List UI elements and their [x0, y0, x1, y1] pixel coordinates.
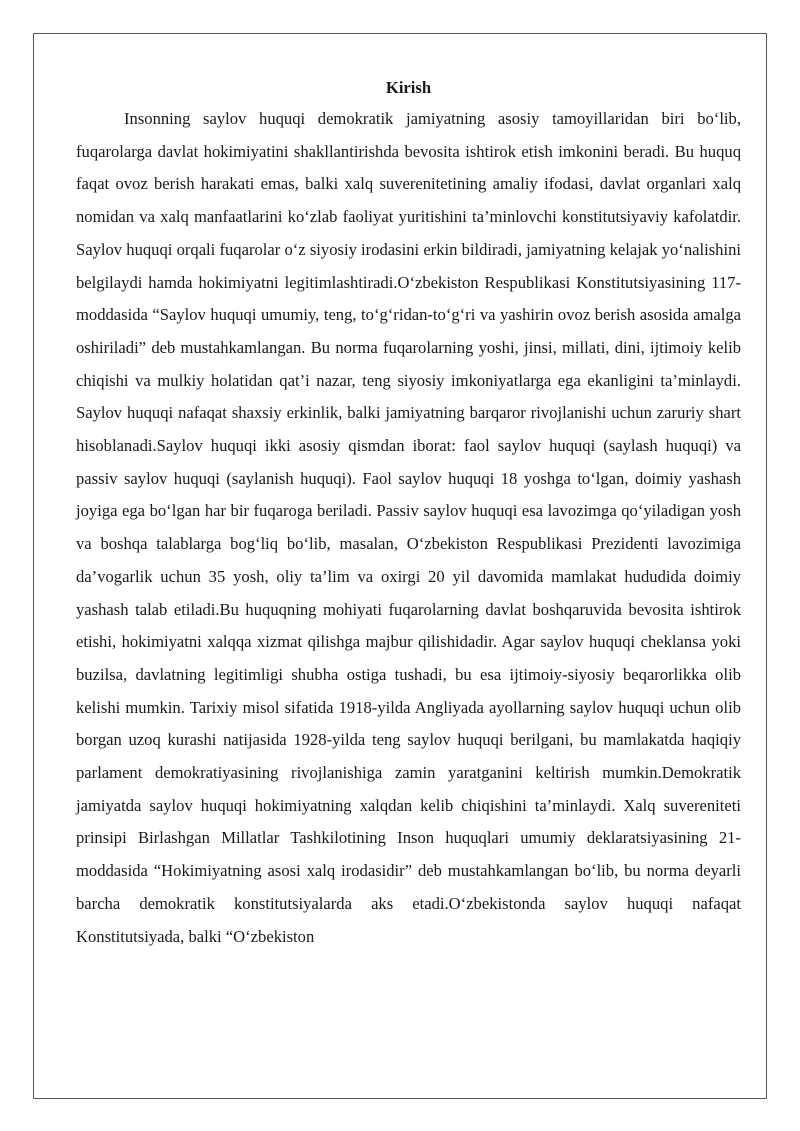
document-title: Kirish [385, 78, 432, 97]
body-paragraph: Insonning saylov huquqi demokratik jamiyatning asosiy tamoyillaridan biri bo‘lib, fuqarolarga davlat hokimiyatini shakllantirishda bevosita ishtirok etish imkonini beradi. Bu huquq faqat ovoz berish harakati emas, balki xalq suverenitetining amaliy ifodasi, davlat organlari xalq nomidan va xalq manfaatlarini ko‘zlab faoliyat yuritishini ta’minlovchi konstitutsiyaviy kafolatdir. Saylov huquqi orqali fuqarolar o‘z siyosiy irodasini erkin bildiradi, jamiyatning kelajak yo‘nalishini belgilaydi hamda hokimiyatni legitimlashtiradi.O‘zbekiston Respublikasi Konstitutsiyasining 117-moddasida “Saylov huquqi umumiy, teng, to‘g‘ridan-to‘g‘ri va yashirin ovoz berish asosida amalga oshiriladi” deb mustahkamlangan. Bu norma fuqarolarning yoshi, jinsi, millati, dini, ijtimoiy kelib chiqishi va mulkiy holatidan qat’i nazar, teng siyosiy imkoniyatlarga ega ekanligini ta’minlaydi. Saylov huquqi nafaqat shaxsiy erkinlik, balki jamiyatning barqaror rivojlanishi uchun zaruriy shart hisoblanadi.Saylov huquqi ikki asosiy qismdan iborat: faol saylov huquqi (saylash huquqi) va passiv saylov huquqi (saylanish huquqi). Faol saylov huquqi 18 yoshga to‘lgan, doimiy yashash joyiga ega bo‘lgan har bir fuqaroga beriladi. Passiv saylov huquqi esa lavozimga qo‘yiladigan yosh va boshqa talablarga bog‘liq bo‘lib, masalan, O‘zbekiston Respublikasi Prezidenti lavozimiga da’vogarlik uchun 35 yosh, oliy ta’lim va oxirgi 20 yil davomida mamlakat hududida doimiy yashash talab etiladi.Bu huquqning mohiyati fuqarolarning davlat boshqaruvida bevosita ishtirok etishi, hokimiyatni xalqqa xizmat qilishga majbur qilishidadir. Agar saylov huquqi cheklansa yoki buzilsa, davlatning legitimligi shubha ostiga tushadi, bu esa ijtimoiy-siyosiy beqarorlikka olib kelishi mumkin. Tarixiy misol sifatida 1918-yilda Angliyada ayollarning saylov huquqi uchun olib borgan uzoq kurashi natijasida 1928-yilda teng saylov huquqi berilgani, bu mamlakatda haqiqiy parlament demokratiyasining rivojlanishiga zamin yaratganini keltirish mumkin.Demokratik jamiyatda saylov huquqi hokimiyatning xalqdan kelib chiqishini ta’minlaydi. Xalq suvereniteti prinsipi Birlashgan Millatlar Tashkilotining Inson huquqlari umumiy deklaratsiyasining 21-moddasida “Hokimiyatning asosi xalq irodasidir” deb mustahkamlangan bo‘lib, bu norma deyarli barcha demokratik konstitutsiyalarda aks etadi.O‘zbekistonda saylov huquqi nafaqat Konstitutsiyada, balki “O‘zbekiston [76, 109, 741, 946]
document-content [76, 76, 741, 953]
